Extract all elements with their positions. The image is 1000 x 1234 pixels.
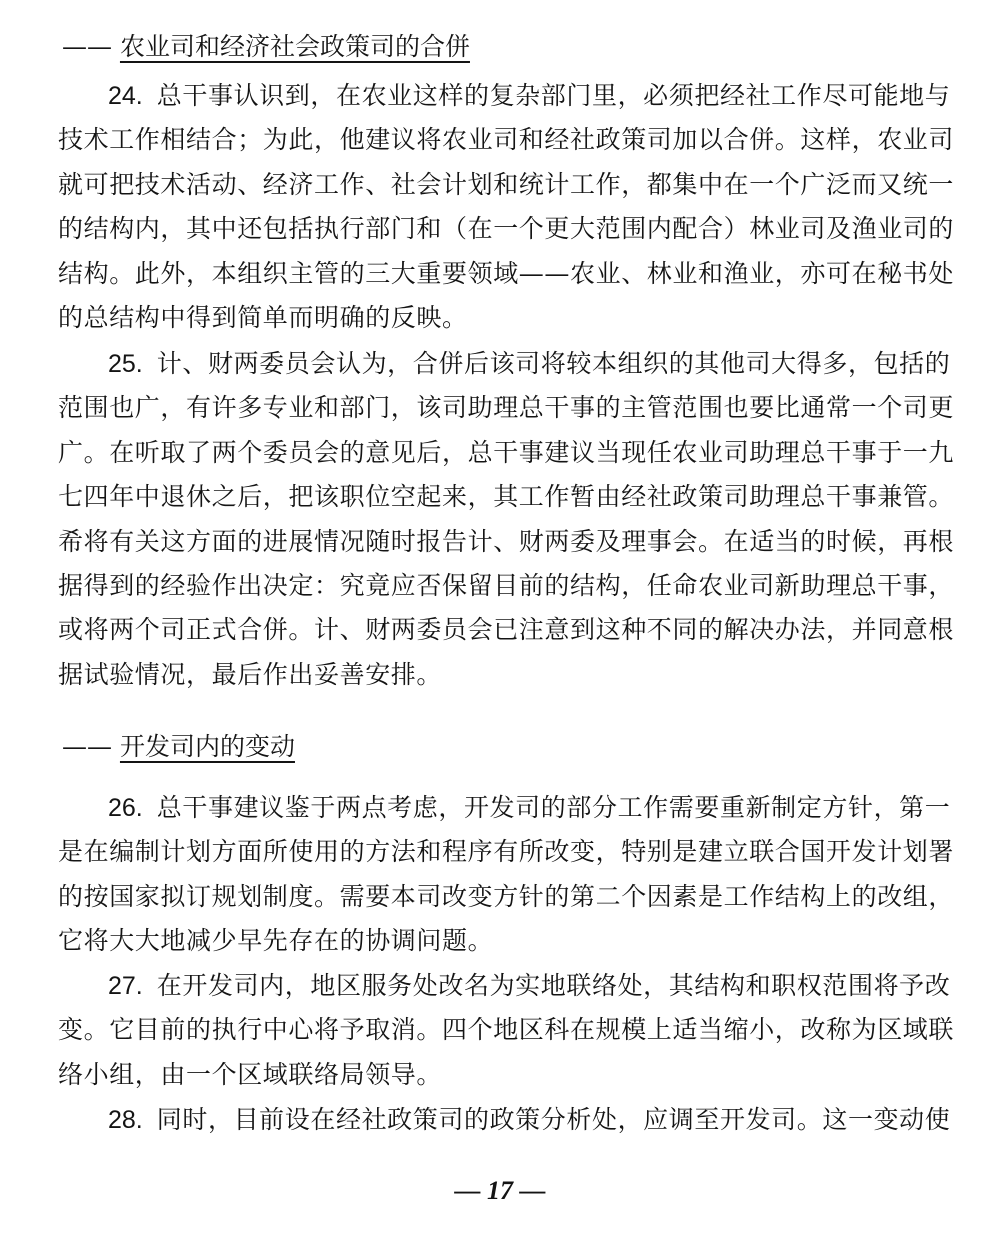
heading-dash: —— bbox=[62, 732, 112, 761]
paragraph-number: 24. bbox=[108, 82, 143, 110]
paragraph-number: 27. bbox=[108, 972, 143, 1000]
paragraph-number: 25. bbox=[108, 350, 143, 378]
paragraph-text: 计、财两委员会认为，合併后该司将较本组织的其他司大得多，包括的范围也广，有许多专业和部门，该司助理总干事的主管范围也要比通常一个司更广。在听取了两个委员会的意见后，总干事建议当现任农业司助理总干事于一九七四年中退休之后，把该职位空起来，其工作暂由经社政策司助理总干事兼管。希将有关这方面的进展情况随时报告计、财两委及理事会。在适当的时候，再根据得到的经验作出决定：究竟应否保留目前的结构，任命农业司新助理总干事，或将两个司正式合併。计、财两委员会已注意到这种不同的解决办法，并同意根据试验情况，最后作出妥善安排。 bbox=[58, 349, 955, 689]
paragraph-24 bbox=[58, 74, 963, 340]
paragraph-25 bbox=[58, 342, 963, 697]
paragraph-28 bbox=[58, 1098, 963, 1142]
page-number: — 17 — bbox=[454, 1176, 546, 1205]
section-heading bbox=[62, 730, 295, 764]
heading-text: 开发司内的变动 bbox=[119, 732, 295, 761]
section-heading bbox=[62, 30, 470, 64]
paragraph-text: 总干事建议鉴于两点考虑，开发司的部分工作需要重新制定方针，第一是在编制计划方面所使用的方法和程序有所改变，特别是建立联合国开发计划署的按国家拟订规划制度。需要本司改变方针的第二个因素是工作结构上的改组，它将大大地减少早先存在的协调问题。 bbox=[58, 793, 955, 956]
heading-dash: —— bbox=[62, 32, 112, 61]
paragraph-number: 28. bbox=[108, 1106, 143, 1134]
heading-text: 农业司和经济社会政策司的合併 bbox=[119, 32, 470, 61]
paragraph-text: 在开发司内，地区服务处改名为实地联络处，其结构和职权范围将予改变。它目前的执行中心将予取消。四个地区科在规模上适当缩小，改称为区域联络小组，由一个区域联络局领导。 bbox=[58, 971, 955, 1089]
paragraph-26 bbox=[58, 786, 963, 964]
paragraph-number: 26. bbox=[108, 794, 143, 822]
paragraph-text: 总干事认识到，在农业这样的复杂部门里，必须把经社工作尽可能地与技术工作相结合；为此，他建议将农业司和经社政策司加以合併。这样，农业司就可把技术活动、经济工作、社会计划和统计工作，都集中在一个广泛而又统一的结构内，其中还包括执行部门和（在一个更大范围内配合）林业司及渔业司的结构。此外，本组织主管的三大重要领域——农业、林业和渔业，亦可在秘书处的总结构中得到简单而明确的反映。 bbox=[58, 81, 955, 333]
paragraph-text: 同时，目前设在经社政策司的政策分析处，应调至开发司。这一变动使 bbox=[156, 1105, 951, 1134]
paragraph-27 bbox=[58, 964, 963, 1097]
